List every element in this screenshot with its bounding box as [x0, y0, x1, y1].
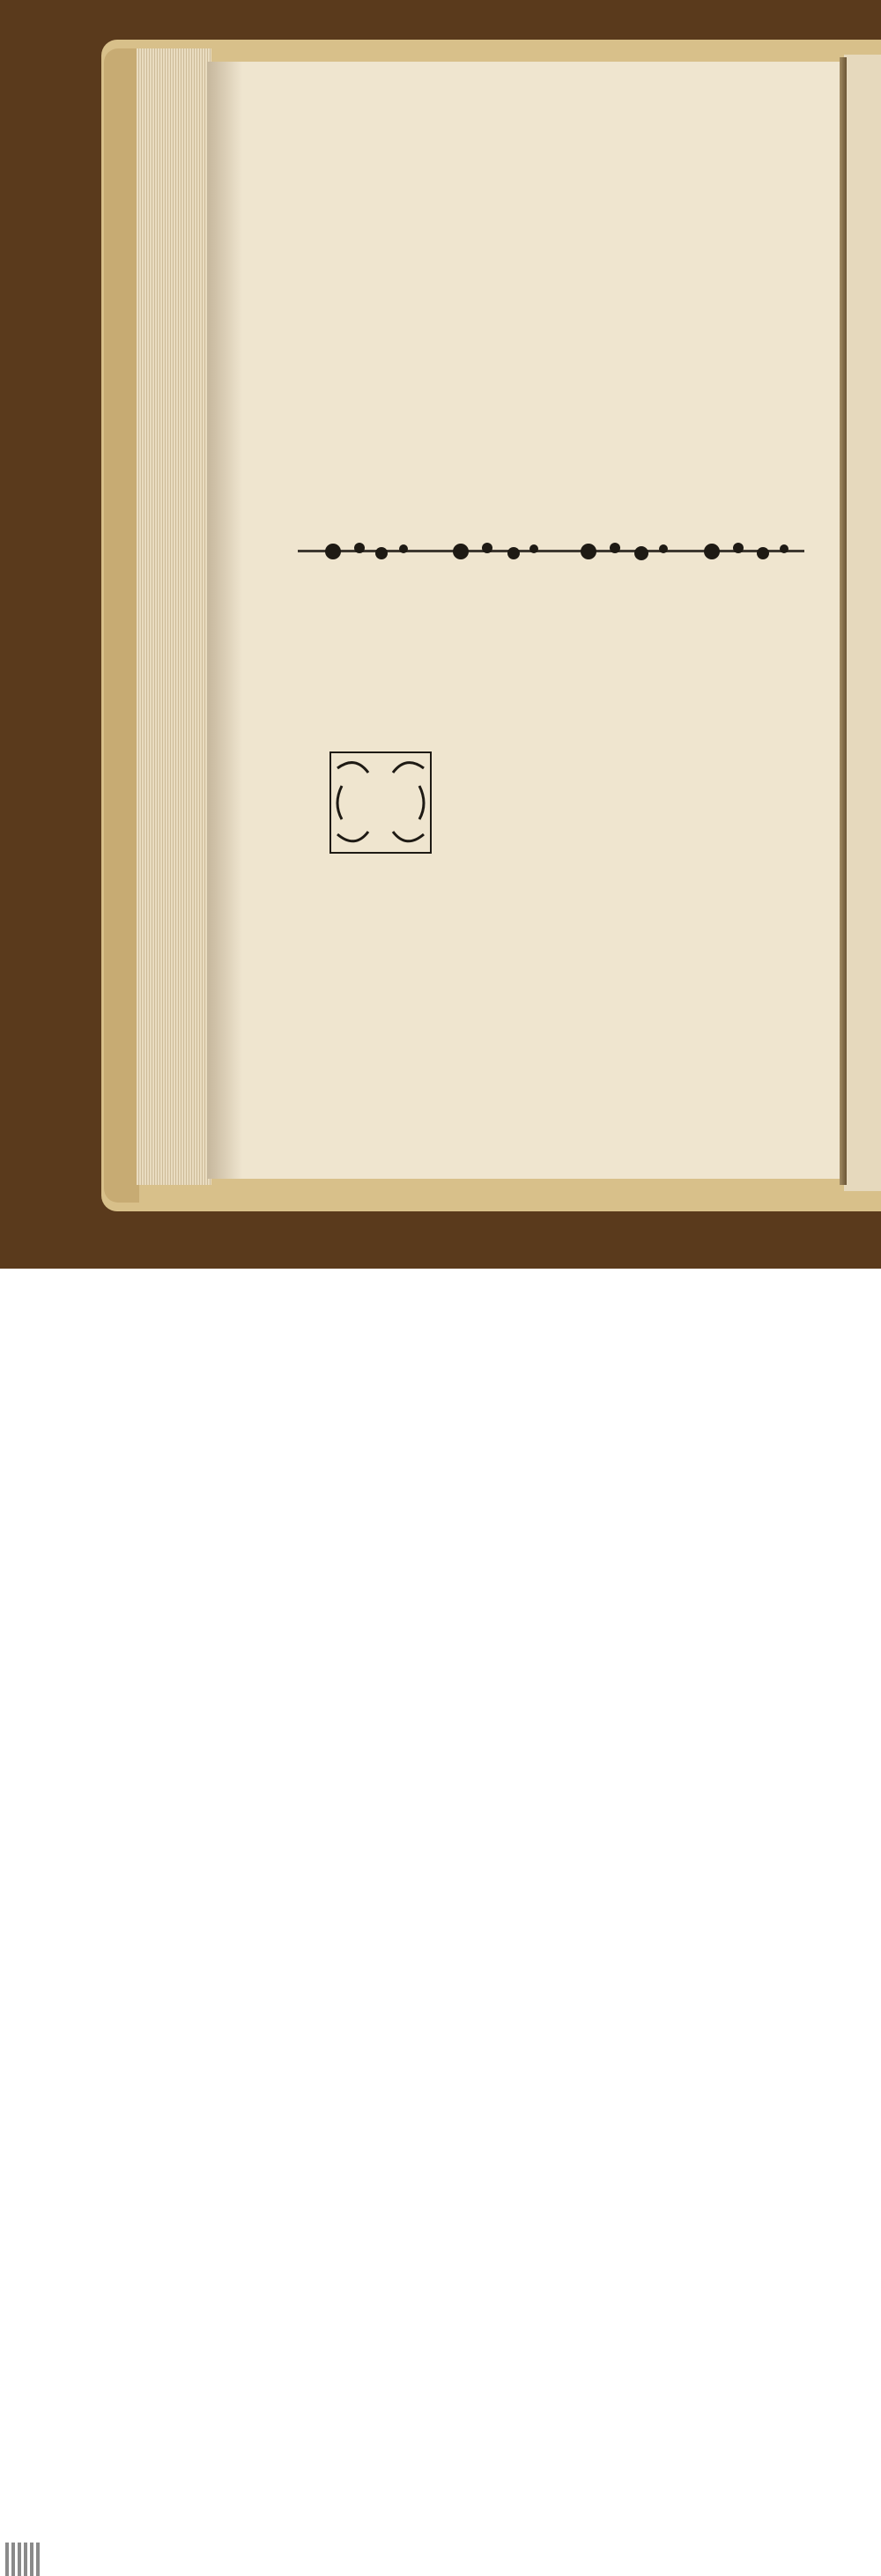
book-gutter [840, 57, 847, 1185]
book-page [207, 62, 846, 1179]
facing-page-edge [844, 55, 881, 1191]
scan-area [0, 0, 881, 1269]
library-logo-icon [5, 2543, 45, 2576]
section-heading [304, 586, 320, 625]
library-footer [0, 1269, 881, 1313]
page-edges [137, 48, 211, 1185]
ornament-divider-icon [298, 536, 804, 567]
decorated-initial-icon [329, 751, 433, 855]
cover-edge [104, 48, 139, 1203]
page-shadow [207, 62, 242, 1179]
